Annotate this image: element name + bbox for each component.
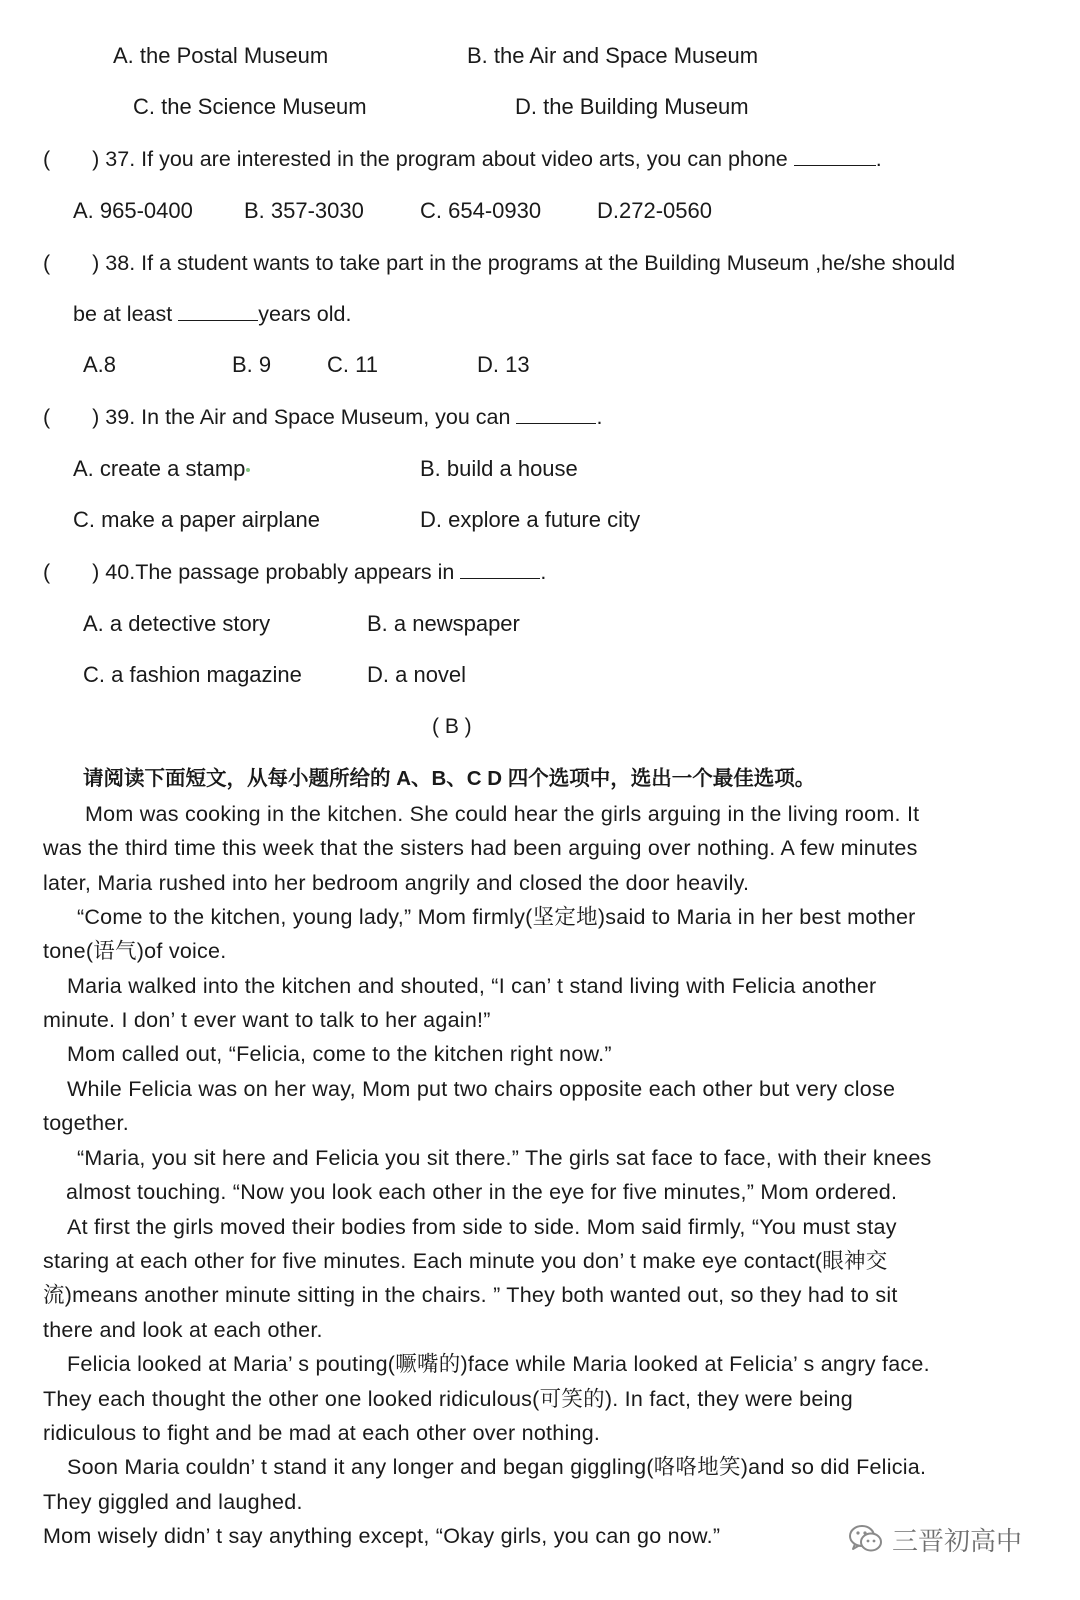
question-37: ( ) 37. If you are interested in the program about video arts, you can phone . <box>43 147 882 171</box>
passage-line: tone(语气)of voice. <box>43 939 227 963</box>
passage-line: later, Maria rushed into her bedroom angrily and closed the door heavily. <box>43 871 750 895</box>
passage-line: At first the girls moved their bodies from side to side. Mom said firmly, “You must stay <box>67 1215 897 1239</box>
passage-line: They giggled and laughed. <box>43 1490 303 1514</box>
wechat-icon <box>848 1523 884 1555</box>
watermark-text: 三晋初高中 <box>892 1525 1023 1556</box>
option-36-a: A. the Postal Museum <box>113 43 329 68</box>
option-40-a: A. a detective story <box>83 611 271 636</box>
answer-blank <box>460 558 540 579</box>
passage-line: Mom was cooking in the kitchen. She could hear the girls arguing in the living room. It <box>85 802 920 826</box>
passage-line: minute. I don’ t ever want to talk to her again!” <box>43 1008 491 1032</box>
answer-paren: ( <box>43 405 51 429</box>
instruction: 请阅读下面短文，从每小题所给的 A、B、C D 四个选项中，选出一个最佳选项。 <box>83 767 816 790</box>
passage-line: 流)means another minute sitting in the chairs. ” They both wanted out, so they had to sit <box>43 1283 898 1307</box>
option-38-c: C. 11 <box>327 352 378 377</box>
passage-line: staring at each other for five minutes. Each minute you don’ t make eye contact(眼神交 <box>43 1249 888 1273</box>
passage-line: almost touching. “Now you look each other in the eye for five minutes,” Mom ordered. <box>66 1180 898 1204</box>
option-39-b: B. build a house <box>420 456 578 481</box>
watermark <box>848 1519 1022 1559</box>
option-40-b: B. a newspaper <box>367 611 520 636</box>
option-38-a: A.8 <box>83 352 117 377</box>
section-label: ( B ) <box>432 715 472 738</box>
passage-line: Mom wisely didn’ t say anything except, “Okay girls, you can go now.” <box>43 1524 721 1548</box>
passage-line: Felicia looked at Maria’ s pouting(噘嘴的)face while Maria looked at Felicia’ s angry face. <box>67 1352 930 1376</box>
option-37-a: A. 965-0400 <box>73 198 193 223</box>
question-37-text: ) 37. If you are interested in the program about video arts, you can phone <box>92 147 788 171</box>
option-40-d: D. a novel <box>367 662 467 687</box>
option-36-d: D. the Building Museum <box>515 94 749 119</box>
answer-paren: ( <box>43 560 51 584</box>
option-37-c: C. 654-0930 <box>420 198 542 223</box>
question-38-text: ) 38. If a student wants to take part in the programs at the Building Museum ,he/she should <box>92 251 956 275</box>
passage-line: together. <box>43 1111 129 1135</box>
option-38-b: B. 9 <box>232 352 272 377</box>
answer-paren: ( <box>43 251 51 275</box>
passage-line: “Come to the kitchen, young lady,” Mom firmly(坚定地)said to Maria in her best mother <box>77 905 916 929</box>
answer-blank <box>178 300 258 321</box>
question-38 <box>43 249 955 277</box>
passage-line: Maria walked into the kitchen and shouted, “I can’ t stand living with Felicia another <box>67 974 877 998</box>
option-38-d: D. 13 <box>477 352 530 377</box>
green-dot-mark <box>246 468 250 472</box>
option-37-b: B. 357-3030 <box>244 198 364 223</box>
question-40-text: ) 40.The passage probably appears in <box>92 560 455 584</box>
question-39: ( ) 39. In the Air and Space Museum, you can . <box>43 405 603 429</box>
question-39-text: ) 39. In the Air and Space Museum, you can <box>92 405 511 429</box>
passage-line: was the third time this week that the sisters had been arguing over nothing. A few minutes <box>43 836 918 860</box>
passage-line: there and look at each other. <box>43 1318 323 1342</box>
option-39-c: C. make a paper airplane <box>73 507 321 532</box>
question-40: ( ) 40.The passage probably appears in . <box>43 560 547 584</box>
option-37-d: D.272-0560 <box>597 198 712 223</box>
passage-line: While Felicia was on her way, Mom put two chairs opposite each other but very close <box>67 1077 896 1101</box>
option-36-b: B. the Air and Space Museum <box>467 43 759 68</box>
passage-line: ridiculous to fight and be mad at each other over nothing. <box>43 1421 601 1445</box>
passage-line: “Maria, you sit here and Felicia you sit there.” The girls sat face to face, with their knees <box>77 1146 932 1170</box>
answer-blank <box>516 403 596 424</box>
passage-line: They each thought the other one looked ridiculous(可笑的). In fact, they were being <box>43 1387 853 1411</box>
answer-paren: ( <box>43 147 51 171</box>
option-36-c: C. the Science Museum <box>133 94 367 119</box>
option-40-c: C. a fashion magazine <box>83 662 302 687</box>
option-39-d: D. explore a future city <box>420 507 641 532</box>
passage-line: Mom called out, “Felicia, come to the kitchen right now.” <box>67 1042 612 1066</box>
answer-blank <box>794 145 876 166</box>
passage-line: Soon Maria couldn’ t stand it any longer and began giggling(咯咯地笑)and so did Felicia. <box>67 1455 927 1479</box>
option-39-a: A. create a stamp <box>73 455 250 483</box>
question-38-continued: be at least years old. <box>73 302 352 326</box>
